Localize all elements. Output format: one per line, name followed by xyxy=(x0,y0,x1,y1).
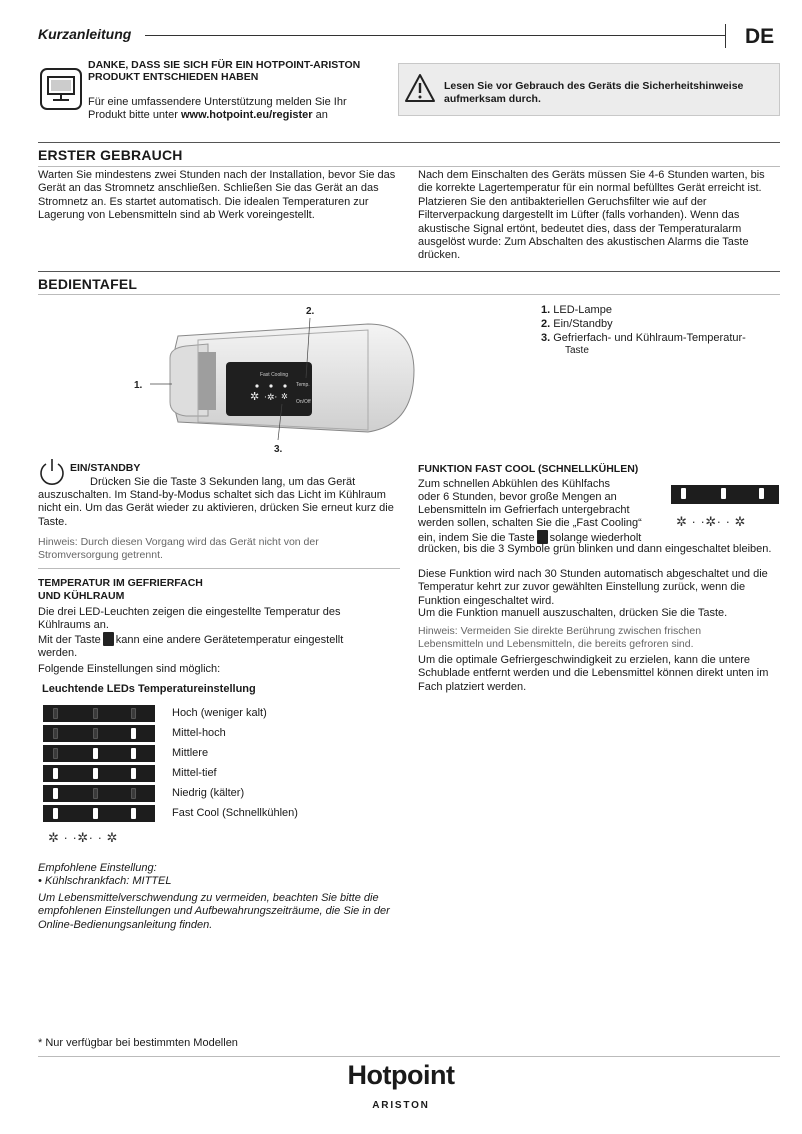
led-off xyxy=(93,708,98,719)
section-rule xyxy=(38,568,400,569)
led-on xyxy=(93,808,98,819)
led-on xyxy=(53,768,58,779)
callout-1: 1. xyxy=(134,380,143,391)
fastcool-line-3: Lebensmitteln im Gefrierfach untergebracht xyxy=(418,504,630,516)
fastcool-line-5a: ein, indem Sie die Taste xyxy=(418,532,535,544)
section-rule xyxy=(38,166,780,167)
callout-2: 2. xyxy=(306,306,315,317)
first-use-left-text: Warten Sie mindestens zwei Stunden nach der Installation, bevor Sie das Gerät an das Stromnetz anschließen. Schließen Sie das Gerät an das Stromnetz an. Es startet automatisch. Die idealen Temperaturen zur Lagerung von Lebensmitteln sind ab Werk voreingestellt. xyxy=(38,169,396,222)
safety-warning-text: Lesen Sie vor Gebrauch des Geräts die Sicherheitshinweise aufmerksam durch. xyxy=(444,80,744,106)
legend-text: Ein/Standby xyxy=(553,317,613,330)
fastcool-line-6: drücken, bis die 3 Symbole grün blinken und dann eingeschaltet bleiben. xyxy=(418,543,772,555)
availability-note: * Nur verfügbar bei bestimmten Modellen xyxy=(38,1037,238,1049)
freezer-icon: ·✲· xyxy=(264,393,278,403)
fastcool-para-4: Um die optimale Gefriergeschwindigkeit zu erzielen, kann die untere Schublade entfernt werden und die Lebensmittel können direkt unten im Fach platziert werden. xyxy=(418,654,769,693)
led-row xyxy=(43,805,155,822)
callout-3: 3. xyxy=(274,444,283,455)
temp-text-3: Folgende Einstellungen sind möglich: xyxy=(38,663,221,675)
fastcool-line-5b: solange wiederholt xyxy=(549,532,642,544)
fastcool-line-2: oder 6 Stunden, bevor große Mengen an xyxy=(418,491,617,503)
led-off xyxy=(131,788,136,799)
thanks-heading: DANKE, DASS SIE SICH FÜR EIN HOTPOINT-ARISTON PRODUKT ENTSCHIEDEN HABEN xyxy=(88,59,361,84)
led-row-label: Mittlere xyxy=(172,747,209,759)
food-waste-note: Um Lebensmittelverschwendung zu vermeiden, beachten Sie bitte die empfohlenen Einstellungen und Aufbewahrungszeiträume, die Sie in der Online-Bedienungsanleitung finden. xyxy=(38,892,390,931)
led-off xyxy=(53,728,58,739)
panel-fast-cooling-label: Fast Cooling xyxy=(259,372,289,378)
panel-onoff-label: On/Off xyxy=(296,399,311,405)
freezer-icon: ✲ xyxy=(250,390,260,403)
led-row-label: Hoch (weniger kalt) xyxy=(172,707,267,719)
legend-item xyxy=(541,332,771,346)
first-use-right-text: Nach dem Einschalten des Geräts müssen Sie 4-6 Stunden warten, bis die korrekte Lagertemperatur für ein normal befülltes Gerät erreicht ist. Platzieren Sie den antibakteriellen Geruchsfilter wie auf der Filterverpackung dargestellt im Lüfter (falls vorhanden). Wenn das akustische Signal ertönt, bedeutet dies, dass der Temperaturalarm ausgelöst wurde: Zum Abschalten des akustischen Alarms die Taste drücken. xyxy=(418,169,765,262)
fastcool-line-4: werden sollen, schalten Sie die „Fast Cooling“ xyxy=(418,517,642,529)
monitor-icon xyxy=(40,68,82,110)
standby-hint: Hinweis: Durch diesen Vorgang wird das Gerät nicht von der Stromversorgung getrennt. xyxy=(38,536,319,561)
standby-text-2: auszuschalten. Im Stand-by-Modus schaltet sich das Licht im Kühlraum nicht ein. Um das Gerät wieder zu aktivieren, drücken Sie erneut kurz die Taste. xyxy=(38,489,394,528)
led-off xyxy=(53,708,58,719)
section-title-first-use: ERSTER GEBRAUCH xyxy=(38,147,183,163)
document-title: Kurzanleitung xyxy=(38,26,132,42)
legend-num: 1. xyxy=(541,304,551,316)
led-on xyxy=(131,808,136,819)
led-on xyxy=(93,748,98,759)
register-link[interactable]: www.hotpoint.eu/register xyxy=(180,109,313,122)
temp-text-2 xyxy=(38,632,378,661)
section-title-control-panel: BEDIENTAFEL xyxy=(38,276,138,292)
led-row-label: Mittel-hoch xyxy=(172,727,226,739)
fastcool-hint: Hinweis: Vermeiden Sie direkte Berührung zwischen frischen Lebensmitteln und Lebensmitteln, die bereits gefroren sind. xyxy=(418,625,702,650)
temp-button-icon xyxy=(103,632,114,646)
brand-sub: ARISTON xyxy=(372,1100,430,1111)
fastcool-para-2: Diese Funktion wird nach 30 Stunden automatisch abgeschaltet und die Temperatur kehrt zur zuvor gewählten Einstellung zurück, wenn die Funktion eingeschaltet wird. xyxy=(418,568,768,607)
language-code: DE xyxy=(745,25,775,48)
temp-text-1: Die drei LED-Leuchten zeigen die eingestellte Temperatur des Kühlraums an. xyxy=(38,606,341,632)
section-rule xyxy=(38,271,780,272)
led-row xyxy=(43,785,155,802)
fastcool-para-3: Um die Funktion manuell auszuschalten, drücken Sie die Taste. xyxy=(418,607,728,619)
led-row-label: Mittel-tief xyxy=(172,767,217,779)
led-row xyxy=(43,765,155,782)
freezer-icon: ✲ xyxy=(281,392,288,401)
panel-temp-label: Temp. xyxy=(296,382,310,388)
led-row xyxy=(43,745,155,762)
led-on xyxy=(759,488,764,499)
legend-num: 2. xyxy=(541,317,551,330)
standby-text-1: Drücken Sie die Taste 3 Sekunden lang, um das Gerät xyxy=(90,476,356,488)
led-on xyxy=(131,728,136,739)
fastcool-led-panel xyxy=(671,485,779,504)
temp-title-1: TEMPERATUR IM GEFRIERFACH xyxy=(38,577,203,589)
header-rule xyxy=(145,35,725,36)
footer-rule xyxy=(38,1056,780,1057)
temp-text-2a: Mit der Taste xyxy=(38,634,101,646)
led-on xyxy=(93,768,98,779)
standby-title: EIN/STANDBY xyxy=(70,462,141,474)
support-text xyxy=(88,96,378,122)
legend-cont: Taste xyxy=(565,345,589,357)
led-off xyxy=(93,728,98,739)
fastcool-title: FUNKTION FAST COOL (SCHNELLKÜHLEN) xyxy=(418,463,639,475)
led-off xyxy=(93,788,98,799)
legend-item xyxy=(541,304,771,318)
control-panel-illustration xyxy=(38,300,418,460)
freezer-icons-row: ✲ · ·✲· · ✲ xyxy=(48,830,118,845)
led-on xyxy=(131,768,136,779)
led-off xyxy=(131,708,136,719)
power-icon xyxy=(36,456,68,488)
legend-text: LED-Lampe xyxy=(553,304,612,316)
led-row-label: Niedrig (kälter) xyxy=(172,787,245,799)
fastcool-line-1: Zum schnellen Abkühlen des Kühlfachs xyxy=(418,478,611,490)
led-on xyxy=(681,488,686,499)
led-on xyxy=(53,788,58,799)
section-rule xyxy=(38,294,780,295)
led-row xyxy=(43,705,155,722)
brand-logo: Hotpoint xyxy=(347,1060,455,1090)
led-off xyxy=(53,748,58,759)
led-table-heading: Leuchtende LEDs Temperatureinstellung xyxy=(42,683,256,695)
temp-title-2: UND KÜHLRAUM xyxy=(38,590,125,602)
warning-icon xyxy=(404,72,436,104)
fastcool-freezer-icons: ✲ · ·✲· · ✲ xyxy=(676,514,746,529)
led-row-label: Fast Cool (Schnellkühlen) xyxy=(172,807,298,819)
temp-button-icon xyxy=(537,530,548,544)
legend-item xyxy=(541,318,771,332)
support-suffix: an xyxy=(312,109,328,122)
legend-num: 3. xyxy=(541,331,551,344)
recommended-label: Empfohlene Einstellung: xyxy=(38,862,157,874)
recommended-value: • Kühlschrankfach: MITTEL xyxy=(38,875,172,887)
section-rule xyxy=(38,142,780,143)
control-panel-legend xyxy=(541,304,771,358)
temp-text-2b: kann eine andere Gerätetemperatur eingestellt werden. xyxy=(38,634,344,660)
led-on xyxy=(131,748,136,759)
led-on xyxy=(721,488,726,499)
led-row xyxy=(43,725,155,742)
legend-text: Gefrierfach- und Kühlraum-Temperatur- xyxy=(553,331,746,344)
led-on xyxy=(53,808,58,819)
support-prefix: Für eine umfassendere Unterstützung melden Sie Ihr Produkt bitte unter xyxy=(88,96,347,122)
header-divider xyxy=(725,24,726,48)
